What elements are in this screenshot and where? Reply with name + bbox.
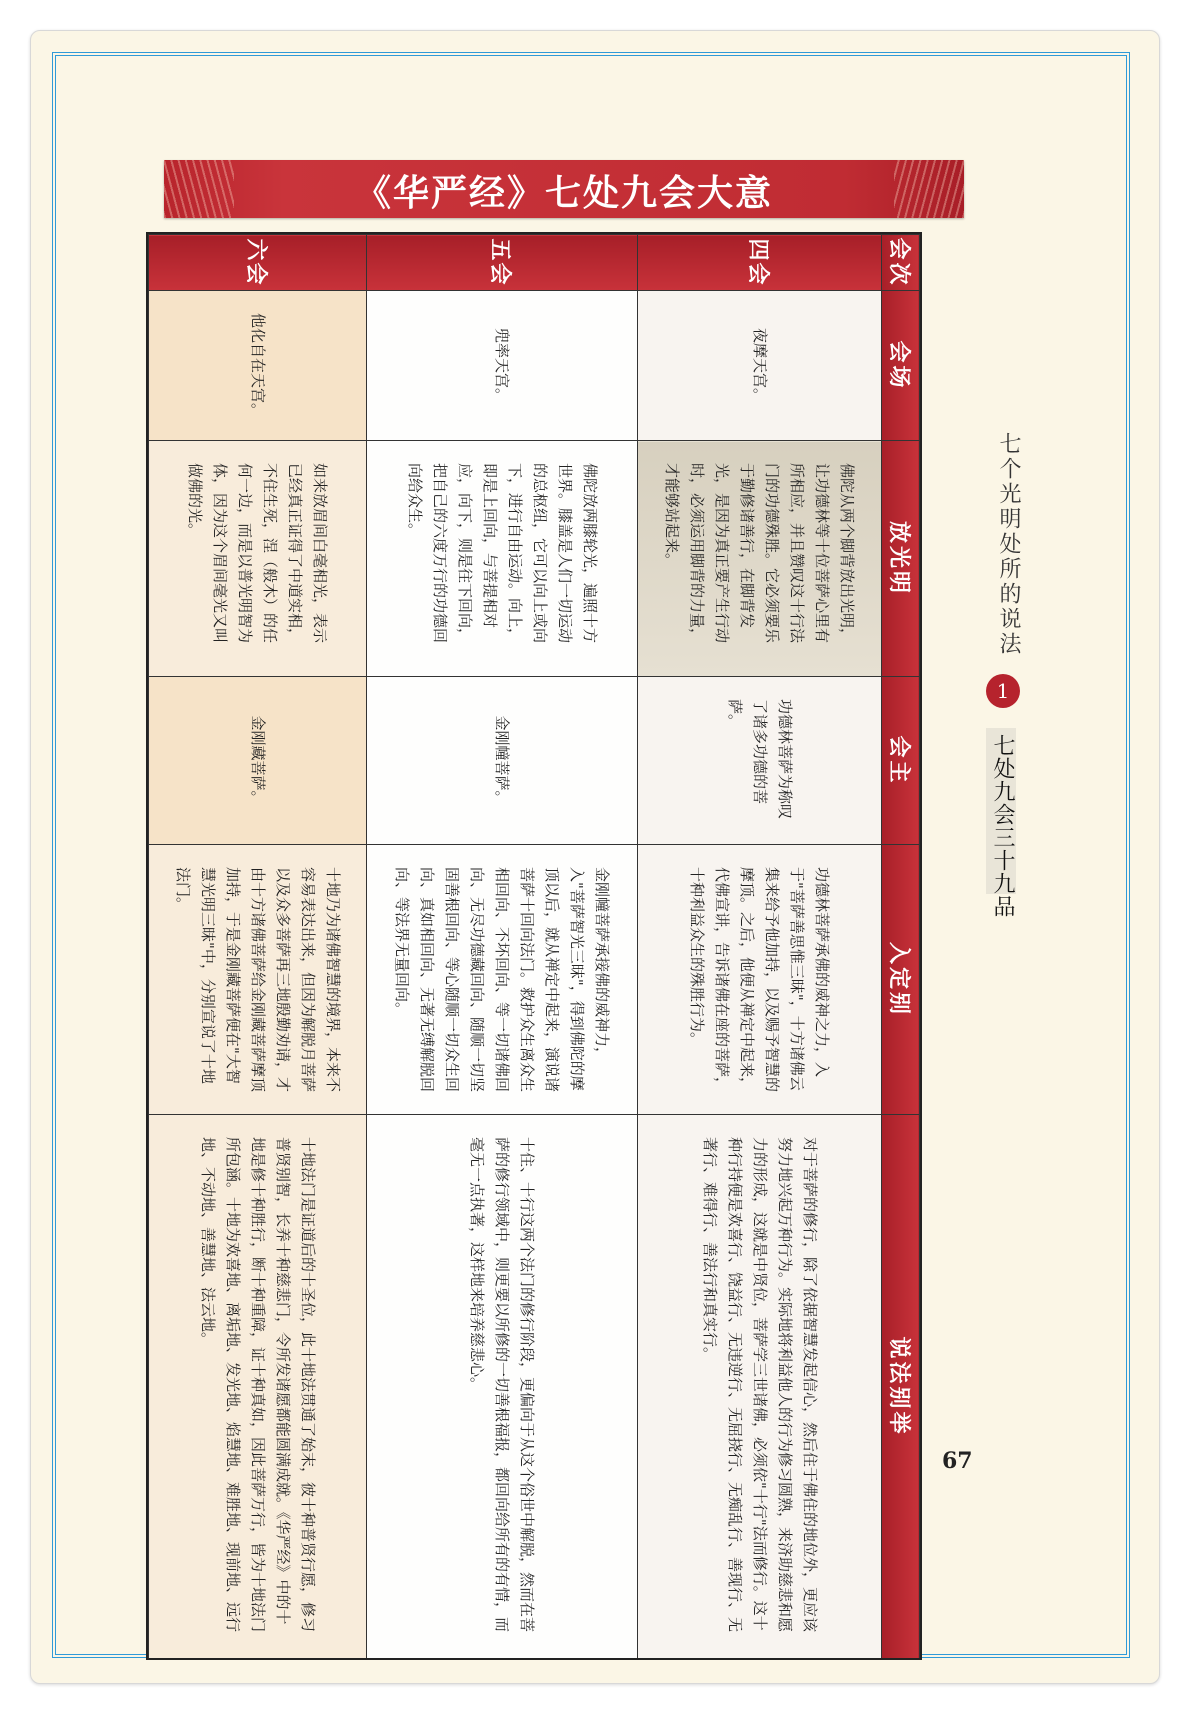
- header-session: 会次: [882, 235, 920, 291]
- cell-samadhi: 十地乃为诸佛智慧的境界，本来不容易表达出来，但因为解脱月菩萨以及众多菩萨再三地殷勤劝请，才由十方诸佛菩萨给金刚藏菩萨摩顶加持，于是金刚藏菩萨便在"大智慧光明三昧"中，分别宣说了十地法门。: [149, 845, 367, 1115]
- cell-samadhi: 金刚幢菩萨承接佛的威神力，入"菩萨智光三昧"，得到佛陀的摩顶以后，就从禅定中起来，演说诸菩萨十回向法门。救护众生离众生相回向、不坏回向、等一切诸佛回向、无尽功德藏回向、随顺一切坚固善根回向、等心随顺一切众生回向、真如相回向、无著无缚解脱回向、等法界无量回向。: [366, 845, 637, 1115]
- section-title: 七处九会三十九品: [990, 734, 1015, 918]
- summary-table: [148, 234, 920, 1659]
- chapter-number-badge: 1: [986, 674, 1020, 708]
- title-banner: [164, 160, 964, 218]
- cell-venue: 兜率天宫。: [366, 291, 637, 441]
- cell-host: 金刚藏菩萨。: [149, 677, 367, 845]
- cell-teaching: 十住、十行这两个法门的修行阶段，更偏向于从这个俗世中解脱，然而在菩萨的修行领域中，则更要以所修的一切善根福报，都回向给所有的有情，而毫无一点执著，这样地来培养慈悲心。: [366, 1115, 637, 1659]
- header-samadhi: 入定别: [882, 845, 920, 1115]
- page-number: 67: [942, 1448, 973, 1474]
- table-row: [149, 235, 367, 1659]
- header-row: [882, 235, 920, 1659]
- cell-light: 如来放眉间白毫相光，表示已经真正证得了中道实相，不住生死，涅（般木）的任何一边，而是以普光明智为体，因为这个眉间毫光又叫做佛的光。: [149, 441, 367, 677]
- cell-teaching: 对于菩萨的修行，除了依据智慧发起信心，然后住于佛住的地位外，更应该努力地兴起万种行为。实际地将利益他人的行为修习圆熟，来济助慈悲和愿力的形成，这就是中贤位，菩萨学三世诸佛，必须依"十行"法而修行。这十种行持便是欢喜行、饶益行、无违逆行、无屈挠行、无痴乱行、善现行、无著行、难得行、善法行和真实行。: [637, 1115, 881, 1659]
- cell-teaching: 十地法门是证道后的十圣位，此十地法贯通了始末，彼十种普贤行愿，修习普贤别智，长养十种慈悲门，令所发诸愿都能圆满成就。《华严经》中的十地是修十种胜行，断十种重障，证十种真如，因此菩萨万行，皆为十地法门所包涵。十地为欢喜地、离垢地、发光地、焰慧地、难胜地、现前地、远行地、不动地、善慧地、法云地。: [149, 1115, 367, 1659]
- cell-samadhi: 功德林菩萨承佛的威神之力，入于"菩萨善思惟三昧"，十方诸佛云集来给予他加持，以及赐予智慧的摩顶。之后，他便从禅定中起来，代佛宣讲，告诉诸佛在座的菩萨，十种利益众生的殊胜行为。: [637, 845, 881, 1115]
- table-row: [637, 235, 881, 1659]
- chapter-title: 七个光明处所的说法: [996, 432, 1021, 657]
- table-row: [366, 235, 637, 1659]
- header-light: 放光明: [882, 441, 920, 677]
- row-session: 四会: [637, 235, 881, 291]
- page-title: 《华严经》七处九会大意: [354, 173, 773, 214]
- header-teaching: 说法别举: [882, 1115, 920, 1659]
- rotated-table: [148, 234, 920, 1658]
- summary-table-frame: [146, 232, 922, 1660]
- row-session: 六会: [149, 235, 367, 291]
- cell-host: 功德林菩萨为称叹了诸多功德的菩萨。: [637, 677, 881, 845]
- header-venue: 会场: [882, 291, 920, 441]
- header-host: 会主: [882, 677, 920, 845]
- cell-host: 金刚幢菩萨。: [366, 677, 637, 845]
- book-page: [62, 62, 1120, 1648]
- cell-light: 佛陀放两膝轮光，遍照十方世界。膝盖是人们一切运动的总枢纽，它可以向上或向下，进行自由运动。向上，即是上回向，与菩提相对应，向下，则是往下回向，把自己的六度万行的功德回向给众生。: [366, 441, 637, 677]
- cell-venue: 他化自在天宫。: [149, 291, 367, 441]
- row-session: 五会: [366, 235, 637, 291]
- cell-light: 佛陀从两个脚背放出光明，让功德林等十位菩萨心里有所相应，并且赞叹这十行法门的功德殊胜。它必须要乐于勤修诸善行，在脚背发光，是因为真正要产生行动时，必须运用脚背的力量，才能够站起来。: [637, 441, 881, 677]
- cell-venue: 夜摩天宫。: [637, 291, 881, 441]
